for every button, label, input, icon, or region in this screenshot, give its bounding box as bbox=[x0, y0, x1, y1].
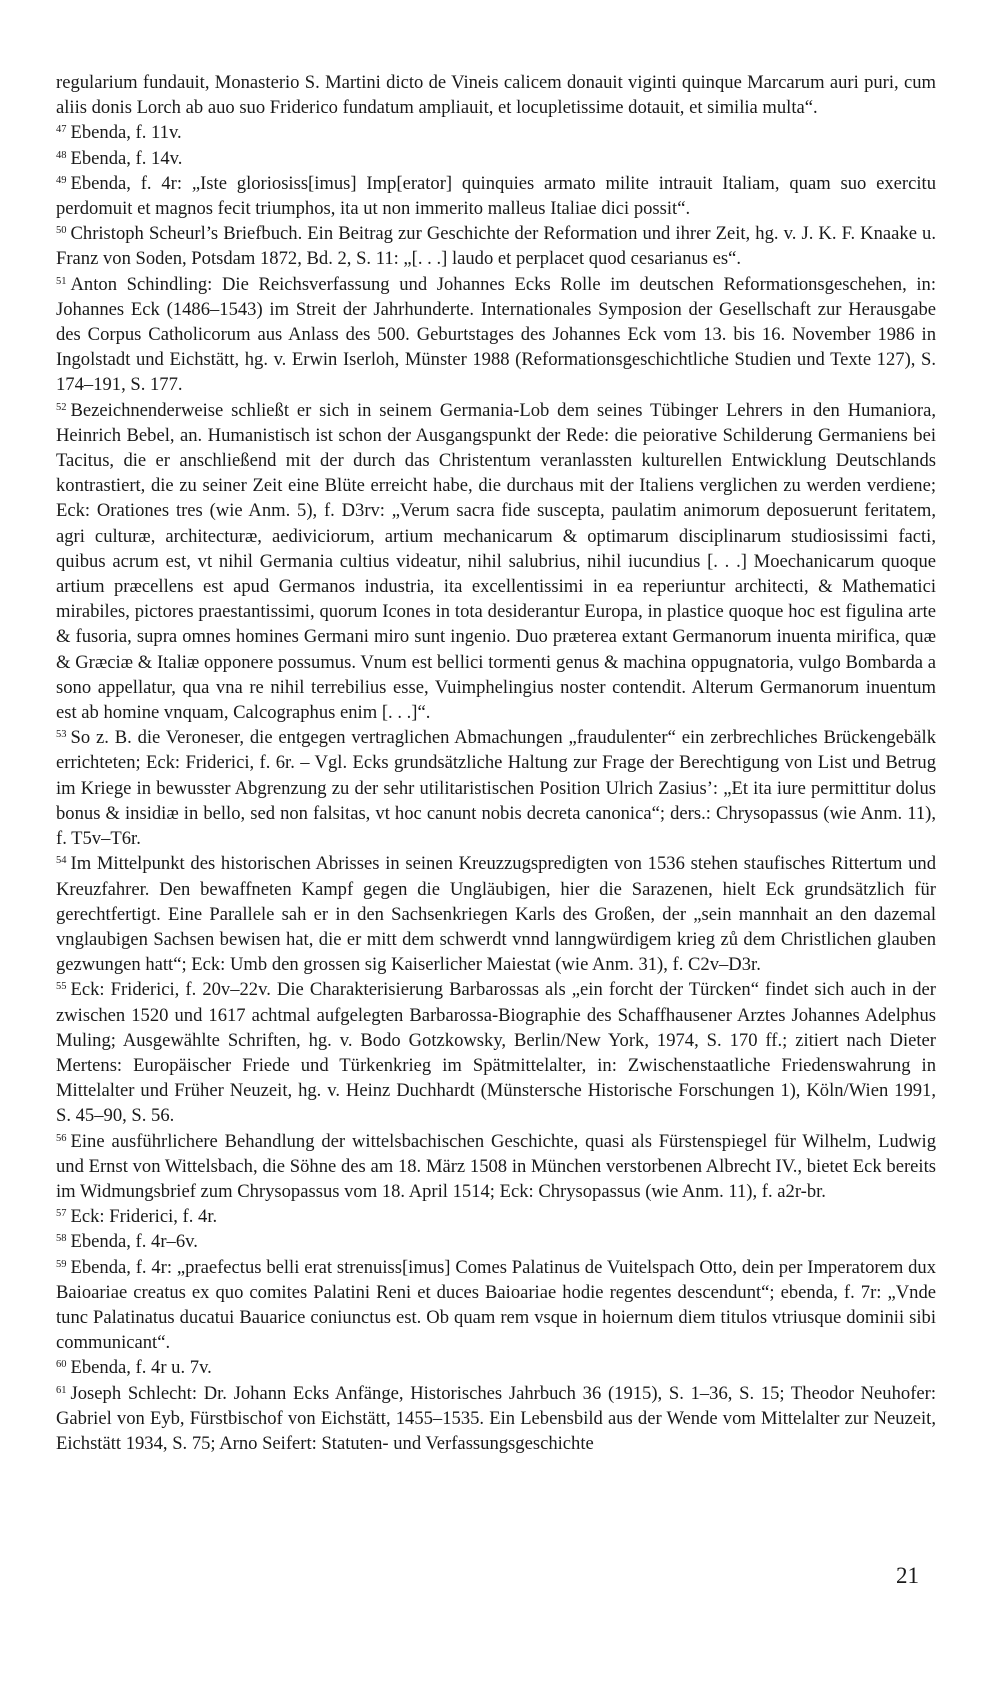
footnote bbox=[56, 398, 936, 726]
footnote-text: Christoph Scheurl’s Briefbuch. Ein Beitrag zur Geschichte der Reformation und ihrer Zeit, hg. v. J. K. F. Knaake u. Franz von Soden, Potsdam 1872, Bd. 2, S. 11: „[. . .] laudo et perplacet quod cesarianus es“. bbox=[56, 223, 936, 270]
footnote-text: Eine ausführlichere Behandlung der wittelsbachischen Geschichte, quasi als Fürstenspiegel für Wilhelm, Ludwig und Ernst von Wittelsbach, die Söhne des am 18. März 1508 in München verstorbenen Albrecht IV., bietet Eck bereits im Widmungsbrief zum Chrysopassus vom 18. April 1514; Eck: Chrysopassus (wie Anm. 11), f. a2r-br. bbox=[56, 1130, 936, 1202]
footnote bbox=[56, 171, 936, 221]
footnote-text: So z. B. die Veroneser, die entgegen vertraglichen Abmachungen „fraudulenter“ ein zerbrechliches Brückengebälk errichteten; Eck: Friderici, f. 6r. – Vgl. Ecks grundsätzliche Haltung zur Frage der Berechtigung von List und Betrug im Kriege in bewusster Abgrenzung zu der sehr utilitaristischen Position Ulrich Zasius’: „Et ita iure permittitur dolus bonus & insidiæ in bello, sed non falsitas, vt hoc canunt nobis decreta canonica“; ders.: Chrysopassus (wie Anm. 11), f. T5v–T6r. bbox=[56, 727, 936, 850]
footnote bbox=[56, 120, 936, 145]
footnote bbox=[56, 977, 936, 1128]
footnote bbox=[56, 1381, 936, 1457]
footnote bbox=[56, 1204, 936, 1229]
intro-paragraph: regularium fundauit, Monasterio S. Martini dicto de Vineis calicem donauit viginti quinque Marcarum auri puri, cum aliis donis Lorch ab auo suo Friderico fundatum ampliauit, et locupletissime dotauit, et similia multa“. bbox=[56, 72, 936, 119]
footnote-text: Ebenda, f. 4r u. 7v. bbox=[70, 1357, 212, 1379]
footnote-number: 50 bbox=[56, 225, 67, 237]
page-number: 21 bbox=[896, 1563, 919, 1588]
footnote bbox=[56, 1255, 936, 1356]
footnote-number: 55 bbox=[56, 981, 67, 993]
footnote-text: Eck: Friderici, f. 4r. bbox=[70, 1206, 218, 1228]
footnote bbox=[56, 725, 936, 851]
footnote-text: Ebenda, f. 4r–6v. bbox=[70, 1231, 198, 1253]
footnote-number: 49 bbox=[56, 174, 67, 186]
footnote-number: 58 bbox=[56, 1233, 67, 1245]
footnote-number: 61 bbox=[56, 1384, 67, 1396]
footnote-number: 51 bbox=[56, 275, 67, 287]
footnote-number: 47 bbox=[56, 124, 67, 136]
footnote-text: Ebenda, f. 11v. bbox=[70, 122, 182, 144]
footnote bbox=[56, 1355, 936, 1380]
footnote bbox=[56, 851, 936, 977]
footnote-text: Ebenda, f. 4r: „praefectus belli erat strenuiss[imus] Comes Palatinus de Vuitelspach Otto, dein per Imperatorem dux Baioariae creatus ex quo comites Palatini Reni et duces Baioariae hodie regentes descendunt“; ebenda, f. 7r: „Vnde tunc Palatinatus ducatui Bauarice coniunctus est. Ob quam rem vsque in hoiernum diem titulos vtriusque dominii sibi communicant“. bbox=[56, 1256, 936, 1354]
footnote-text: Joseph Schlecht: Dr. Johann Ecks Anfänge, Historisches Jahrbuch 36 (1915), S. 1–36, S. 15; Theodor Neuhofer: Gabriel von Eyb, Fürstbischof von Eichstätt, 1455–1535. Ein Lebensbild aus der Wende vom Mittelalter zur Neuzeit, Eichstätt 1934, S. 75; Arno Seifert: Statuten- und Verfassungsgeschichte bbox=[56, 1382, 936, 1454]
footnote-number: 59 bbox=[56, 1258, 67, 1270]
footnote-text: Ebenda, f. 14v. bbox=[70, 147, 183, 169]
footnote-text: Bezeichnenderweise schließt er sich in seinem Germania-Lob dem seines Tübinger Lehrers in den Humaniora, Heinrich Bebel, an. Humanistisch ist schon der Ausgangspunkt der Rede: die peiorative Schilderung Germaniens bei Tacitus, die er anschließend mit der durch das Christentum veranlassten kulturellen Entwicklung Deutschlands kontrastiert, die zu seiner Zeit eine Blüte erreicht habe, die durchaus mit der Italiens verglichen zu werden verdiene; Eck: Orationes tres (wie Anm. 5), f. D3rv: „Verum sacra fide suscepta, paulatim animorum deposuerunt feritatem, agri culturæ, architecturæ, aediviciorum, artium mechanicarum & optimarum disciplinarum studiosissimi facti, quibus acrum est, vt nihil Germania cultius videatur, nihil salubrius, nihil iucundius [. . .] Moechanicarum quoque artium præcellens est apud Germanos industria, ita excellentissimi in ea reperiuntur architecti, & Mathematici mirabiles, pictores praestantissimi, quorum Icones in tota desiderantur Europa, in plastice quoque hoc est figulina arte & fusoria, supra omnes homines Germani miro sunt ingenio. Duo præterea extant Germanorum inuenta mirifica, quæ & Græciæ & Italiæ opponere possumus. Vnum est bellici tormenti genus & machina oppugnatoria, vulgo Bombarda a sono appellatur, qua vna re nihil terrebilius esse, Vuimphelingius noster contendit. Alterum Germanorum inuentum est ab homine vnquam, Calcographus enim [. . .]“. bbox=[56, 399, 936, 724]
footnote-text: Eck: Friderici, f. 20v–22v. Die Charakterisierung Barbarossas als „ein forcht der Türcken“ findet sich auch in der zwischen 1520 und 1617 achtmal aufgelegten Barbarossa-Biographie des Schaffhausener Arztes Johannes Adelphus Muling; Ausgewählte Schriften, hg. v. Bodo Gotzkowsky, Berlin/New York, 1974, S. 170 ff.; zitiert nach Dieter Mertens: Europäischer Friede und Türkenkrieg im Spätmittelalter, in: Zwischenstaatliche Friedenswahrung in Mittelalter und Früher Neuzeit, hg. v. Heinz Duchhardt (Münstersche Historische Forschungen 1), Köln/Wien 1991, S. 45–90, S. 56. bbox=[56, 979, 936, 1127]
footnote-number: 57 bbox=[56, 1208, 67, 1220]
footnote-number: 52 bbox=[56, 401, 67, 413]
footnote bbox=[56, 1129, 936, 1205]
footnote bbox=[56, 146, 936, 171]
footnote-list bbox=[56, 120, 936, 1456]
footnote-number: 56 bbox=[56, 1132, 67, 1144]
footnote bbox=[56, 221, 936, 271]
footnote-number: 48 bbox=[56, 149, 67, 161]
page-body bbox=[56, 70, 936, 1456]
footnote-number: 60 bbox=[56, 1359, 67, 1371]
footnote bbox=[56, 1229, 936, 1254]
footnote bbox=[56, 272, 936, 398]
footnote-text: Anton Schindling: Die Reichsverfassung und Johannes Ecks Rolle im deutschen Reformationsgeschehen, in: Johannes Eck (1486–1543) im Streit der Jahrhunderte. Internationales Symposion der Gesellschaft zur Herausgabe des Corpus Catholicorum aus Anlass des 500. Geburtstages des Johannes Eck vom 13. bis 16. November 1986 in Ingolstadt und Eichstätt, hg. v. Erwin Iserloh, Münster 1988 (Reformationsgeschichtliche Studien und Texte 127), S. 174–191, S. 177. bbox=[56, 273, 936, 396]
footnote-text: Im Mittelpunkt des historischen Abrisses in seinen Kreuzzugspredigten von 1536 stehen staufisches Rittertum und Kreuzfahrer. Den bewaffneten Kampf gegen die Ungläubigen, hier die Sarazenen, hielt Eck grundsätzlich für gerechtfertigt. Eine Parallele sah er in den Sachsenkriegen Karls des Großen, der „sein mannhait an den dazemal vnglaubigen Sachsen bewisen hat, die er mitt dem schwerdt vnnd lanngwürdigem krieg zů dem Christlichen glauben gezwungen hatt“; Eck: Umb den grossen sig Kaiserlicher Maiestat (wie Anm. 31), f. C2v–D3r. bbox=[56, 853, 936, 976]
footnote-text: Ebenda, f. 4r: „Iste gloriosiss[imus] Imp[erator] quinquies armato milite intrauit Italiam, quam suo exercitu perdomuit et magnos fecit triumphos, ita ut non immerito malleus Italiae dici possit“. bbox=[56, 172, 936, 220]
footnote-number: 53 bbox=[56, 729, 67, 741]
footnote-number: 54 bbox=[56, 855, 67, 867]
